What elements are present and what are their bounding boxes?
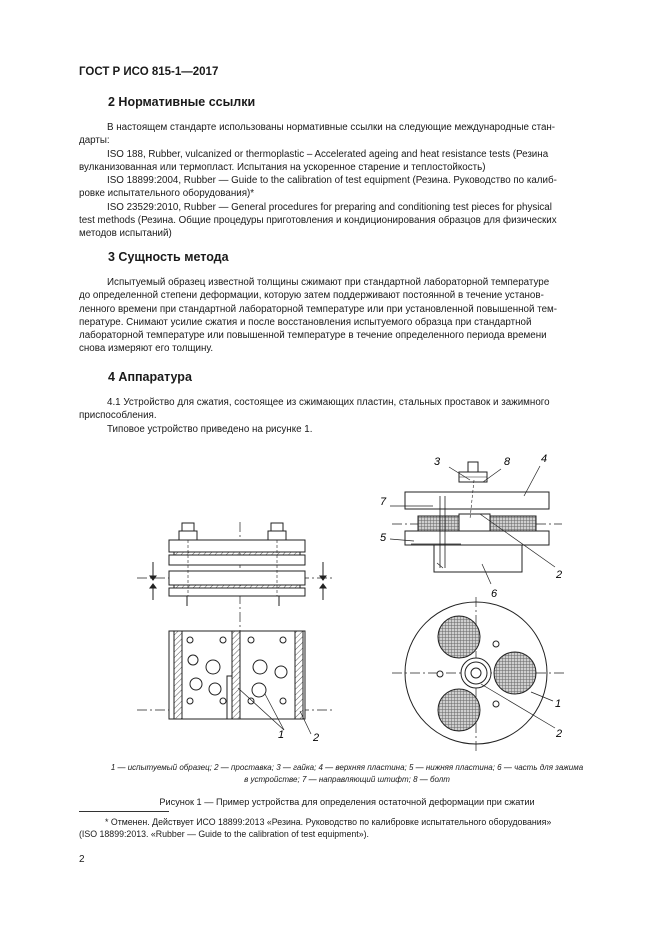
callout-label: 2 (313, 732, 320, 744)
section-2-line: методов испытаний) (79, 228, 172, 240)
section-2-line: ровке испытательного оборудования)* (79, 188, 255, 200)
section-4-line: 4.1 Устройство для сжатия, состоящее из сжимающих пластин, стальных проставок и зажимного (107, 397, 550, 408)
section-2-line: ISO 188, Rubber, vulcanized or thermoplastic – Accelerated ageing and heat resistance tests (Резина (107, 148, 549, 160)
right-section-view (390, 462, 562, 584)
section-2-line: В настоящем стандарте использованы нормативные ссылки на следующие международные стан- (107, 122, 556, 133)
callout-label: 3 (434, 456, 441, 468)
section-2-line: ISO 18899:2004, Rubber — Guide to the calibration of test equipment (Резина. Руководство по калиб- (107, 175, 557, 187)
right-plan-view (392, 597, 565, 752)
section-2-line: ISO 23529:2010, Rubber — General procedures for preparing and conditioning test pieces for physical (107, 201, 552, 213)
section-3-line: пературе. Снимают усилие сжатия и после восстановления испытуемого образца при стандартной (79, 316, 532, 328)
figure-legend (79, 762, 615, 786)
callout-label: 2 (556, 569, 563, 581)
section-3-line: снова измеряют его толщину. (79, 343, 214, 355)
section-3-line: лабораторной температуре или повышенной температуре в течение определенного периода времени (79, 330, 547, 342)
section-2-line: вулканизованная или термопласт. Испытания на ускоренное старение и теплостойкость) (79, 161, 486, 173)
page-number: 2 (79, 854, 85, 865)
section-3-line: до определенной степени деформации, которую затем поддерживают постоянной в течение установ- (79, 290, 544, 302)
section-4-line: Типовое устройство приведено на рисунке 1. (107, 423, 313, 435)
callout-label: 1 (278, 729, 285, 741)
section-3-line: Испытуемый образец известной толщины сжимают при стандартной лабораторной температуре (107, 277, 550, 288)
callout-label: 2 (556, 728, 563, 740)
section-4-title: 4 Аппаратура (108, 370, 192, 384)
callout-label: 4 (541, 453, 548, 465)
callout-label: 6 (491, 588, 498, 600)
callout-label: 5 (380, 532, 387, 544)
callout-label: 7 (380, 496, 387, 508)
left-plan-view (137, 631, 332, 734)
document-header: ГОСТ Р ИСО 815-1—2017 (79, 66, 219, 78)
figure-legend-line: 1 — испытуемый образец; 2 — проставка; 3 — гайка; 4 — верхняя пластина; 5 — нижняя пластина; 6 — часть для зажима (110, 763, 584, 772)
section-3-line: ленного времени при стандартной лабораторной температуре или при установленной повышенной тем- (79, 303, 558, 315)
callout-label: 8 (504, 456, 511, 468)
figure-title: Рисунок 1 — Пример устройства для определения остаточной деформации при сжатии (159, 797, 535, 807)
figure-legend-line: в устройстве; 7 — направляющий штифт; 8 — болт (244, 775, 450, 784)
section-3-title: 3 Сущность метода (108, 250, 229, 264)
footnote-separator (79, 811, 169, 812)
section-2-title: 2 Нормативные ссылки (108, 95, 256, 109)
footnote-line: * Отменен. Действует ИСО 18899:2013 «Резина. Руководство по калибровке испытательного оборудования» (105, 817, 552, 827)
section-2-line: test methods (Резина. Общие процедуры приготовления и кондиционирования образцов для физических (79, 215, 557, 227)
footnote-line: (ISO 18899:2013. «Rubber — Guide to the calibration of test equipment»). (79, 829, 369, 840)
section-2-line: дарты: (79, 135, 110, 147)
footnote (79, 816, 615, 841)
callout-label: 1 (555, 698, 562, 710)
section-4-line: приспособления. (79, 410, 157, 422)
